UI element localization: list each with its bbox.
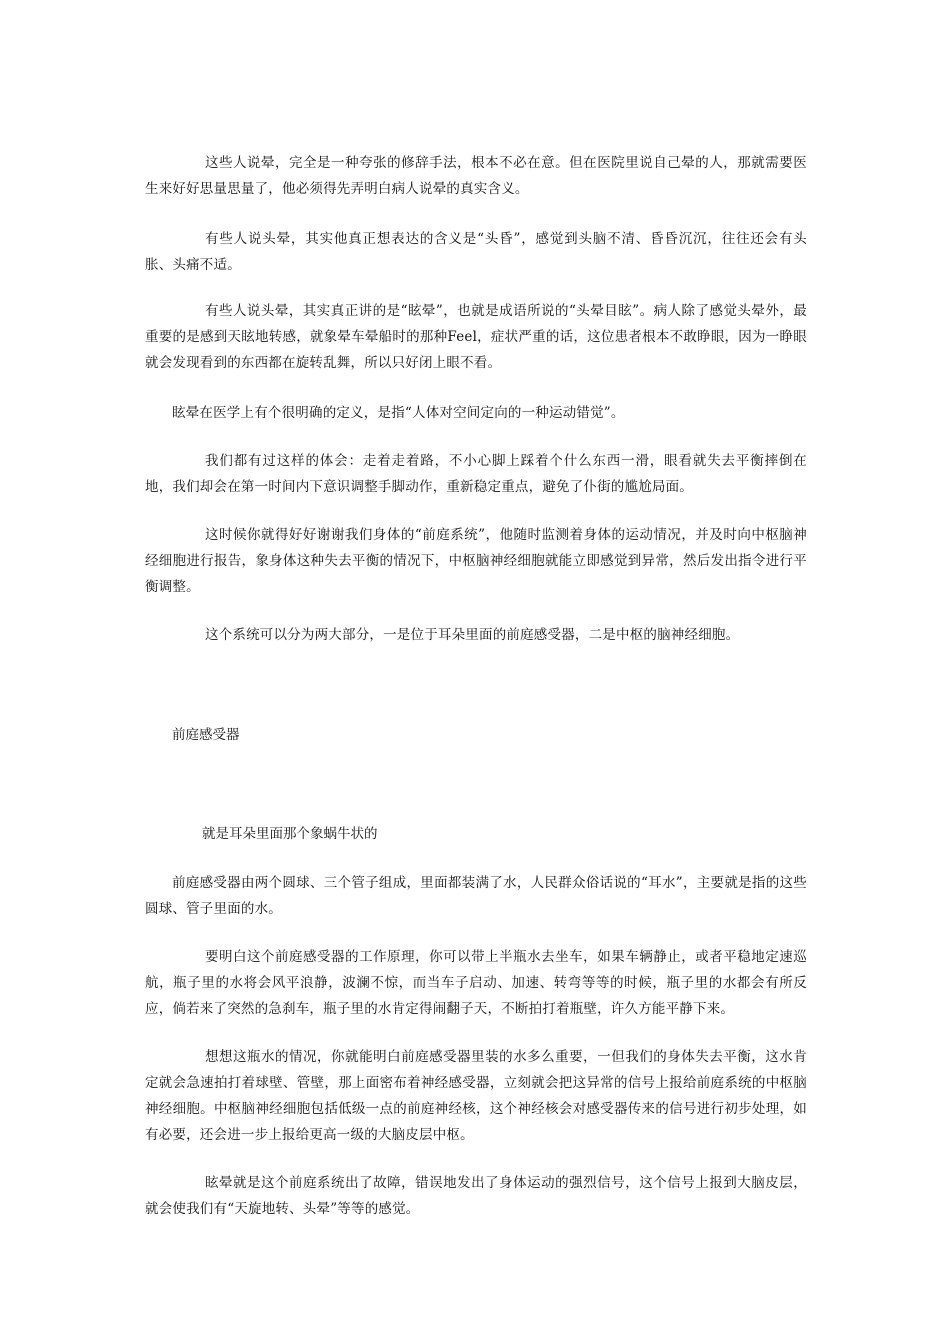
paragraph-vertigo-definition: 眩晕在医学上有个很明确的定义，是指“人体对空间定向的一种运动错觉”。	[172, 405, 625, 421]
paragraph-headache-meaning: 有些人说头晕，其实他真正想表达的含义是“头昏”，感觉到头脑不清、昏昏沉沉，往往还会有头胀、头痛不适。	[145, 231, 807, 273]
paragraph-receptor-structure: 前庭感受器由两个圆球、三个管子组成，里面都装满了水，人民群众俗话说的“耳水”，主要就是指的这些圆球、管子里面的水。	[145, 875, 807, 917]
image-caption: 就是耳朵里面那个象蜗牛状的	[202, 826, 378, 842]
paragraph-vertigo-meaning: 有些人说头晕，其实真正讲的是“眩晕”，也就是成语所说的“头晕目眩”。病人除了感觉头晕外，最重要的是感到天眩地转感，就象晕车晕船时的那种Feel，症状严重的话，这位患者根本不敢睁眼，因为一睁眼就会发现看到的东西都在旋转乱舞，所以只好闭上眼不看。	[145, 303, 807, 371]
paragraph-vertigo-cause: 眩晕就是这个前庭系统出了故障，错误地发出了身体运动的强烈信号，这个信号上报到大脑皮层，就会使我们有“天旋地转、头晕”等等的感觉。	[145, 1175, 807, 1217]
paragraph-vestibular-system: 这时候你就得好好谢谢我们身体的“前庭系统”，他随时监测着身体的运动情况，并及时向中枢脑神经细胞进行报告，象身体这种失去平衡的情况下，中枢脑神经细胞就能立即感觉到异常，然后发出指令进行平衡调整。	[145, 527, 807, 595]
paragraph-system-parts: 这个系统可以分为两大部分，一是位于耳朵里面的前庭感受器，二是中枢的脑神经细胞。	[205, 627, 740, 643]
paragraph-balance-experience: 我们都有过这样的体会：走着走着路，不小心脚上踩着个什么东西一滑，眼看就失去平衡摔倒在地，我们却会在第一时间内下意识调整手脚动作，重新稳定重点，避免了仆街的尴尬局面。	[145, 453, 807, 495]
paragraph-dizziness-rhetoric: 这些人说晕，完全是一种夸张的修辞手法，根本不必在意。但在医院里说自己晕的人，那就需要医生来好好思量思量了，他必须得先弄明白病人说晕的真实含义。	[145, 155, 807, 197]
paragraph-bottle-analogy: 要明白这个前庭感受器的工作原理，你可以带上半瓶水去坐车，如果车辆静止，或者平稳地定速巡航，瓶子里的水将会风平浪静，波澜不惊，而当车子启动、加速、转弯等等的时候，瓶子里的水都会有所反应，倘若来了突然的急刹车，瓶子里的水肯定得闹翻子天，不断拍打着瓶壁，许久方能平静下来。	[145, 949, 807, 1017]
paragraph-signal-report: 想想这瓶水的情况，你就能明白前庭感受器里装的水多么重要，一但我们的身体失去平衡，这水肯定就会急速拍打着球壁、管壁，那上面密布着神经感受器，立刻就会把这异常的信号上报给前庭系统的中枢脑神经细胞。中枢脑神经细胞包括低级一点的前庭神经核，这个神经核会对感受器传来的信号进行初步处理，如有必要，还会进一步上报给更高一级的大脑皮层中枢。	[145, 1049, 807, 1143]
section-heading-vestibular-receptor: 前庭感受器	[172, 727, 240, 743]
